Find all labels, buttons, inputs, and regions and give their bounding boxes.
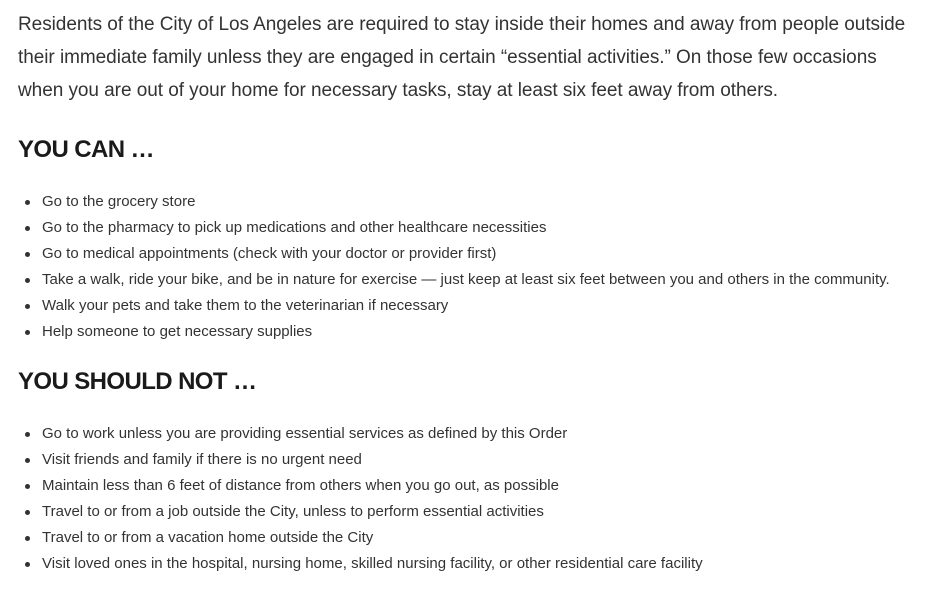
you-can-list-item [18, 293, 923, 319]
you-should-not-list-item [18, 421, 923, 447]
you-should-not-list [18, 421, 923, 577]
list-item-text: Walk your pets and take them to the veterinarian if necessary [42, 297, 449, 314]
list-item-text: Maintain less than 6 feet of distance from others when you go out, as possible [42, 477, 559, 494]
article-content [18, 8, 923, 577]
intro-paragraph: Residents of the City of Los Angeles are required to stay inside their homes and away from people outside their immediate family unless they are engaged in certain “essential activities.” On those few occasions when you are out of your home for necessary tasks, stay at least six feet away from others. [18, 14, 906, 101]
you-should-not-list-item [18, 499, 923, 525]
bullet-icon [25, 536, 30, 541]
you-can-list-item [18, 215, 923, 241]
bullet-icon [25, 252, 30, 257]
you-can-heading: YOU CAN … [18, 136, 154, 163]
bullet-icon [25, 458, 30, 463]
you-should-not-list-item [18, 551, 923, 577]
you-can-list [18, 189, 923, 345]
list-item-text: Visit friends and family if there is no urgent need [42, 451, 362, 468]
you-should-not-list-item [18, 525, 923, 551]
bullet-icon [25, 562, 30, 567]
list-item-text: Go to the pharmacy to pick up medications and other healthcare necessities [42, 219, 547, 236]
bullet-icon [25, 278, 30, 283]
bullet-icon [25, 304, 30, 309]
bullet-icon [25, 484, 30, 489]
list-item-text: Travel to or from a job outside the City, unless to perform essential activities [42, 503, 544, 520]
you-can-list-item [18, 319, 923, 345]
you-should-not-list-item [18, 447, 923, 473]
you-should-not-list-item [18, 473, 923, 499]
you-can-list-item [18, 267, 923, 293]
bullet-icon [25, 330, 30, 335]
bullet-icon [25, 226, 30, 231]
list-item-text: Go to work unless you are providing essential services as defined by this Order [42, 425, 568, 442]
bullet-icon [25, 432, 30, 437]
list-item-text: Help someone to get necessary supplies [42, 323, 313, 340]
list-item-text: Go to medical appointments (check with your doctor or provider first) [42, 245, 497, 262]
bullet-icon [25, 510, 30, 515]
list-item-text: Take a walk, ride your bike, and be in nature for exercise — just keep at least six feet between you and others in the community. [42, 271, 890, 288]
you-can-list-item [18, 189, 923, 215]
you-should-not-heading: YOU SHOULD NOT … [18, 368, 257, 395]
you-can-list-item [18, 241, 923, 267]
list-item-text: Travel to or from a vacation home outside the City [42, 529, 374, 546]
bullet-icon [25, 200, 30, 205]
list-item-text: Visit loved ones in the hospital, nursing home, skilled nursing facility, or other residential care facility [42, 555, 703, 572]
list-item-text: Go to the grocery store [42, 193, 196, 210]
